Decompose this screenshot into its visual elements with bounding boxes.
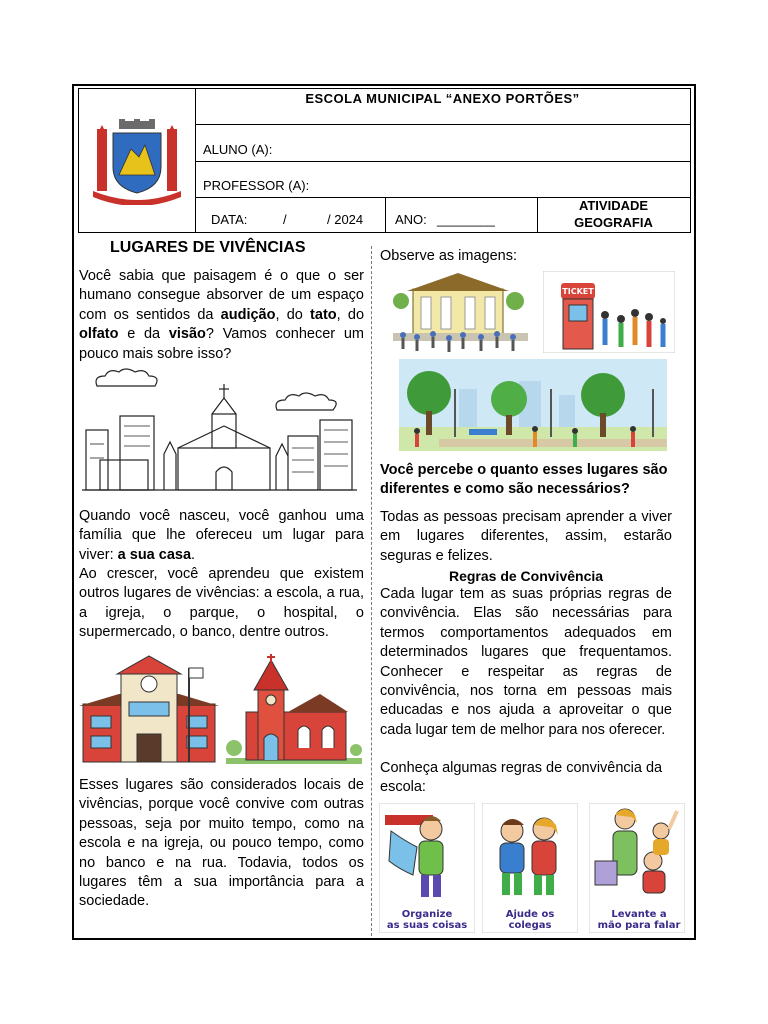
city-line-drawing (82, 368, 357, 493)
intro-text-e: ? Vamos conhecer um pouco mais sobre isso? (79, 326, 364, 362)
rule-card-organize-line2: as suas coisas (386, 920, 468, 931)
teacher-field-row (195, 161, 690, 198)
subject-label: GEOGRAFIA (574, 215, 653, 230)
intro-paragraph (79, 267, 364, 364)
section-title: LUGARES DE VIVÊNCIAS (110, 239, 306, 256)
intro-text-b: , do (275, 306, 311, 323)
museum-crowd-illustration (393, 271, 528, 353)
birth-paragraph (79, 507, 364, 565)
header-table (78, 88, 691, 233)
church-illustration (224, 654, 364, 766)
rule-card-raise-hand-line1: Levante a (611, 909, 667, 920)
date-separator-1: / (283, 212, 287, 227)
rule-card-help-line2: colegas (508, 920, 552, 931)
sense-visao: visão (168, 326, 206, 343)
park-illustration (399, 359, 667, 451)
year-blank: ________ (437, 212, 495, 227)
birth-text: Quando você nasceu, você ganhou uma família que lhe ofereceu um lugar para viver: (79, 508, 364, 563)
question-text: Você percebe o quanto esses lugares são diferentes e como são necessários? (380, 462, 668, 498)
intro-text-d: e da (118, 326, 169, 343)
date-label: DATA: (211, 212, 248, 227)
birth-text-end: . (191, 546, 196, 563)
learning-paragraph: Todas as pessoas precisam aprender a viver em lugares diferentes, assim, estarão seguras e felizes. (380, 509, 672, 564)
teacher-label: PROFESSOR (A): (203, 178, 310, 193)
year-label: ANO: (395, 212, 427, 227)
ticket-booth-illustration (543, 271, 675, 353)
rule-card-raise-hand-line2: mão para falar (597, 920, 681, 931)
intro-text-a: Você sabia que paisagem é o que o ser humano consegue absorver de um espaço com os sentidos da (79, 268, 364, 323)
coat-of-arms-cell (79, 89, 196, 232)
sense-olfato: olfato (79, 326, 119, 343)
year-cell (385, 197, 538, 232)
places-paragraph: Ao crescer, você aprendeu que existem outros lugares de vivências: a escola, a rua, a igreja, o parque, o hospital, o supermercado, o banco, dentre outros. (79, 566, 364, 641)
rule-card-organize (379, 803, 475, 933)
rule-card-organize-line1: Organize (401, 909, 453, 920)
date-separator-2: / 2024 (327, 212, 364, 227)
sense-audicao: audição (220, 306, 276, 323)
observe-label: Observe as imagens: (380, 248, 518, 264)
date-year-row (195, 197, 690, 233)
rule-card-help (482, 803, 578, 933)
school-name: ESCOLA MUNICIPAL “ANEXO PORTÕES” (195, 89, 690, 125)
rules-paragraph: Cada lugar tem as suas próprias regras de convivência. Elas são necessárias para termos comportamentos adequados em determinados lugares que frequentamos. Conhecer e respeitar as regras de convivência, nos torna em pessoas mais educadas e nos ajuda a aproveitar o que cada lugar tem de melhor para nos oferecer. (380, 586, 672, 738)
home-emphasis: a sua casa (117, 546, 192, 563)
rules-title: Regras de Convivência (448, 568, 604, 584)
places-importance-paragraph: Esses lugares são considerados locais de vivências, porque você convive com outras pessoas, seja por muito tempo, como na escola e na igreja, ou pouco tempo, como no banco e na rua. Todavia, todos os lugares têm a sua importância para a sociedade. (79, 777, 364, 910)
rule-card-raise-hand (589, 803, 685, 933)
student-label: ALUNO (A): (203, 142, 273, 157)
sense-tato: tato (310, 306, 337, 323)
column-divider (371, 246, 372, 936)
school-rules-intro: Conheça algumas regras de convivência da escola: (380, 760, 663, 796)
student-field-row (195, 125, 690, 162)
coat-of-arms-icon (89, 119, 185, 205)
intro-text-c: , do (336, 306, 365, 323)
activity-cell (537, 197, 690, 232)
svg-text:· · · · · · · ·: · · · · · · · · (125, 197, 149, 203)
ticket-sign: TICKET (562, 287, 594, 296)
school-building-illustration (79, 654, 219, 766)
activity-label: ATIVIDADE (578, 198, 649, 213)
rule-card-help-line1: Ajude os (505, 909, 555, 920)
date-cell (195, 197, 386, 232)
